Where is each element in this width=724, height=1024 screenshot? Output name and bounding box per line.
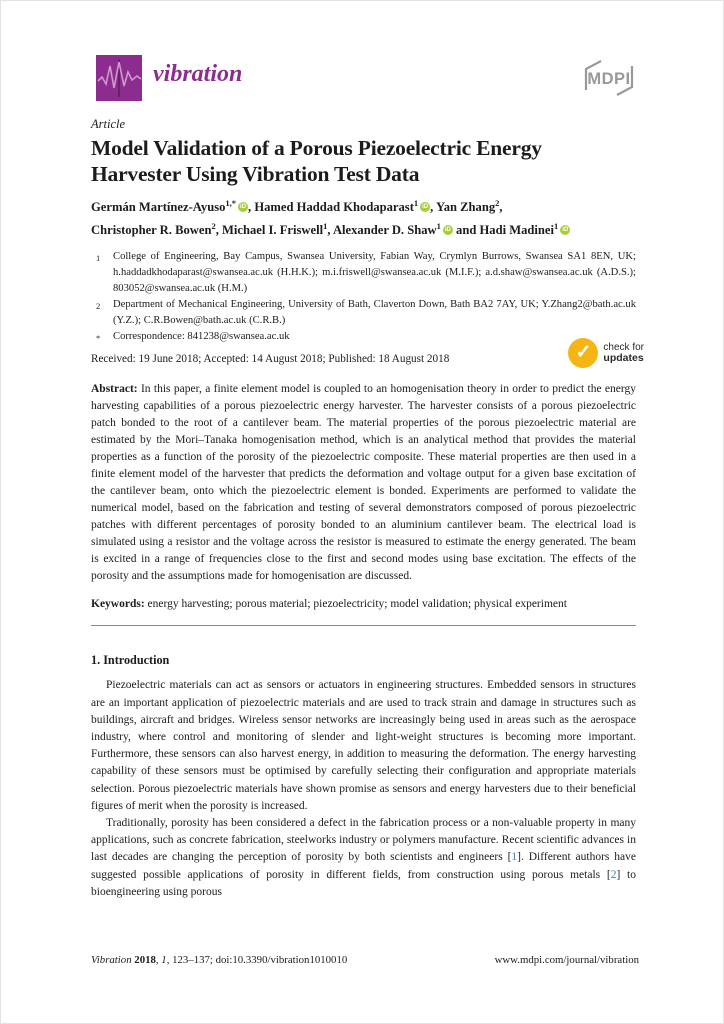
author-separator: ,	[215, 223, 223, 238]
mdpi-logo[interactable]	[577, 57, 641, 99]
author	[254, 200, 436, 214]
check-for-label: check for	[603, 342, 644, 353]
main-column	[91, 117, 636, 901]
journal-logo-icon[interactable]	[96, 55, 142, 101]
paragraph-text: ]. Different authors have suggested possible applications of porosity in different fields, from construction using porous metals [	[91, 851, 636, 881]
keywords	[91, 596, 636, 613]
paragraph-text: Traditionally, porosity has been considered a defect in the fabrication process or a non-valuable property in many applications, such as concrete fabrication, steelworks industry or polymers manufacture. Recent scientific advances in last decades are changing the perception of porosity by both scientists and engineers [	[91, 817, 636, 864]
section-divider	[91, 625, 636, 626]
updates-label: updates	[603, 352, 644, 364]
journal-name: vibration	[153, 61, 243, 87]
affiliation-text: College of Engineering, Bay Campus, Swansea University, Fabian Way, Crymlyn Burrows, Swansea SA1 8EN, UK; h.haddadkhodaparast@swansea.ac.uk (H.H.K.); m.i.friswell@swansea.ac.uk (M.I.F.); a.d.shaw@swansea.ac.uk (A.D.S.); 803052@swansea.ac.uk (H.M.)	[113, 251, 636, 295]
author	[480, 223, 571, 237]
footer-journal-name: Vibration	[91, 954, 132, 966]
paragraph-text: ] to bioengineering using porous	[91, 868, 636, 898]
abstract-text: In this paper, a finite element model is coupled to an homogenisation theory in order to predict the energy harvesting capabilities of a porous piezoelectric energy harvester. The harvester consists of a porous piezoelectric patch bonded to the root of a cantilever beam. The material properties of the porous piezoelectric material are estimated by the Mori–Tanaka homogenisation method, which is an analytical method that provides the material properties as a function of the porosity of the piezoelectric composite. These material properties are then used in a finite element model of the harvester that predicts the deformation and voltage output for a given base excitation of the cantilever beam, onto which the piezoelectric element is bonded. Experiments are performed to validate the numerical model, based on the fabrication and testing of several demonstrators composed of porous piezoelectric patches with different percentages of porosity bonded to an aluminium cantilever beam. The electrical load is simulated using a resistor and the voltage across the resistor is measured to estimate the energy generated. The beam is excited in a range of frequencies close to the first and second modes using base excitation. The effects of the porosity and the assumptions made for homogenisation are discussed.	[91, 383, 636, 583]
keywords-label: Keywords:	[91, 598, 145, 611]
author	[222, 223, 333, 237]
correspondence-text: Correspondence: 841238@swansea.ac.uk	[113, 331, 290, 343]
author-separator: and	[452, 223, 480, 238]
abstract	[91, 381, 636, 585]
affiliation-row	[91, 297, 636, 329]
author-sup: 1	[554, 221, 559, 232]
affiliation-list	[91, 249, 636, 346]
keywords-text: energy harvesting; porous material; piezoelectricity; model validation; physical experiment	[144, 598, 567, 611]
mdpi-logo-text: MDPI	[587, 70, 631, 88]
author-sup: 1	[436, 221, 441, 232]
affiliation-row	[91, 249, 636, 297]
author-line-1	[91, 194, 636, 217]
author-sup: 2	[211, 221, 216, 232]
footer-separator: ,	[155, 954, 162, 966]
author-sup: 1	[413, 198, 419, 208]
author	[333, 223, 480, 237]
correspondence-marker: *	[96, 333, 101, 344]
author	[436, 200, 503, 214]
author	[91, 200, 254, 214]
paper-title: Model Validation of a Porous Piezoelectric Energy Harvester Using Vibration Test Data	[91, 136, 542, 186]
author-name: Hamed Haddad Khodaparast	[254, 200, 414, 215]
waveform-icon	[96, 55, 142, 101]
author-line-2	[91, 217, 636, 240]
author-separator: ,	[327, 223, 333, 238]
orcid-icon[interactable]: iD	[240, 204, 247, 211]
intro-paragraph-2	[91, 815, 636, 901]
footer-pages-doi: , 123–137; doi:10.3390/vibration1010010	[166, 954, 348, 966]
affiliation-row	[91, 329, 636, 346]
footer-year: 2018	[134, 954, 156, 966]
affiliation-marker: 2	[96, 301, 101, 312]
intro-paragraph-1: Piezoelectric materials can act as sensors or actuators in engineering structures. Embedded sensors in structures are an important application of piezoelectric materials and are used to track strain and damage in structures such as buildings, aircraft and bridges. Wireless sensor networks are increasingly being used in areas such as the aerospace industry, where control and monitoring of slender and light-weight structures is becoming more important. Furthermore, these sensors can also harvest energy, in addition to measuring the deformation. The energy harvesting capability of these sensors must be optimised by carefully selecting their configuration and appropriate materials selection. Porous piezoelectric materials have shown promise as sensors and energy harvesters due to their beneficial figures of merit when the porosity is increased.	[91, 679, 636, 812]
affiliation-marker: 1	[96, 253, 101, 264]
author-name: Christopher R. Bowen	[91, 223, 212, 238]
author	[91, 223, 222, 237]
citation-ref-1[interactable]: 1	[511, 851, 518, 864]
author-separator: ,	[430, 200, 436, 215]
author-sup: 1,*	[225, 198, 237, 208]
author-separator: ,	[248, 200, 255, 215]
author-separator: ,	[499, 200, 503, 215]
author-name: Alexander D. Shaw	[332, 223, 437, 238]
footer-citation	[91, 954, 347, 966]
author-list	[91, 194, 636, 240]
page-footer	[91, 954, 639, 966]
article-type-label: Article	[91, 117, 126, 131]
footer-volume: 1	[161, 954, 167, 966]
citation-ref-2[interactable]: 2	[610, 868, 617, 881]
abstract-label: Abstract:	[91, 383, 138, 396]
affiliation-text: Department of Mechanical Engineering, University of Bath, Claverton Down, Bath BA2 7AY, UK; Y.Zhang2@bath.ac.uk (Y.Z.); C.R.Bowen@bath.ac.uk (C.R.B.)	[113, 299, 636, 327]
orcid-icon[interactable]: iD	[444, 227, 451, 234]
author-sup: 2	[495, 198, 500, 208]
check-icon: ✓	[568, 338, 598, 368]
orcid-icon[interactable]: iD	[562, 227, 569, 234]
orcid-icon[interactable]: iD	[422, 204, 429, 211]
publication-dates: Received: 19 June 2018; Accepted: 14 August 2018; Published: 18 August 2018	[91, 353, 450, 366]
author-name: Hadi Madinei	[479, 223, 555, 238]
footer-journal-url[interactable]: www.mdpi.com/journal/vibration	[494, 954, 639, 966]
author-name: Germán Martínez-Ayuso	[91, 200, 226, 215]
author-name: Yan Zhang	[436, 200, 496, 215]
author-name: Michael I. Friswell	[222, 223, 324, 238]
author-sup: 1	[323, 221, 328, 232]
section-heading-introduction: 1. Introduction	[91, 653, 170, 668]
